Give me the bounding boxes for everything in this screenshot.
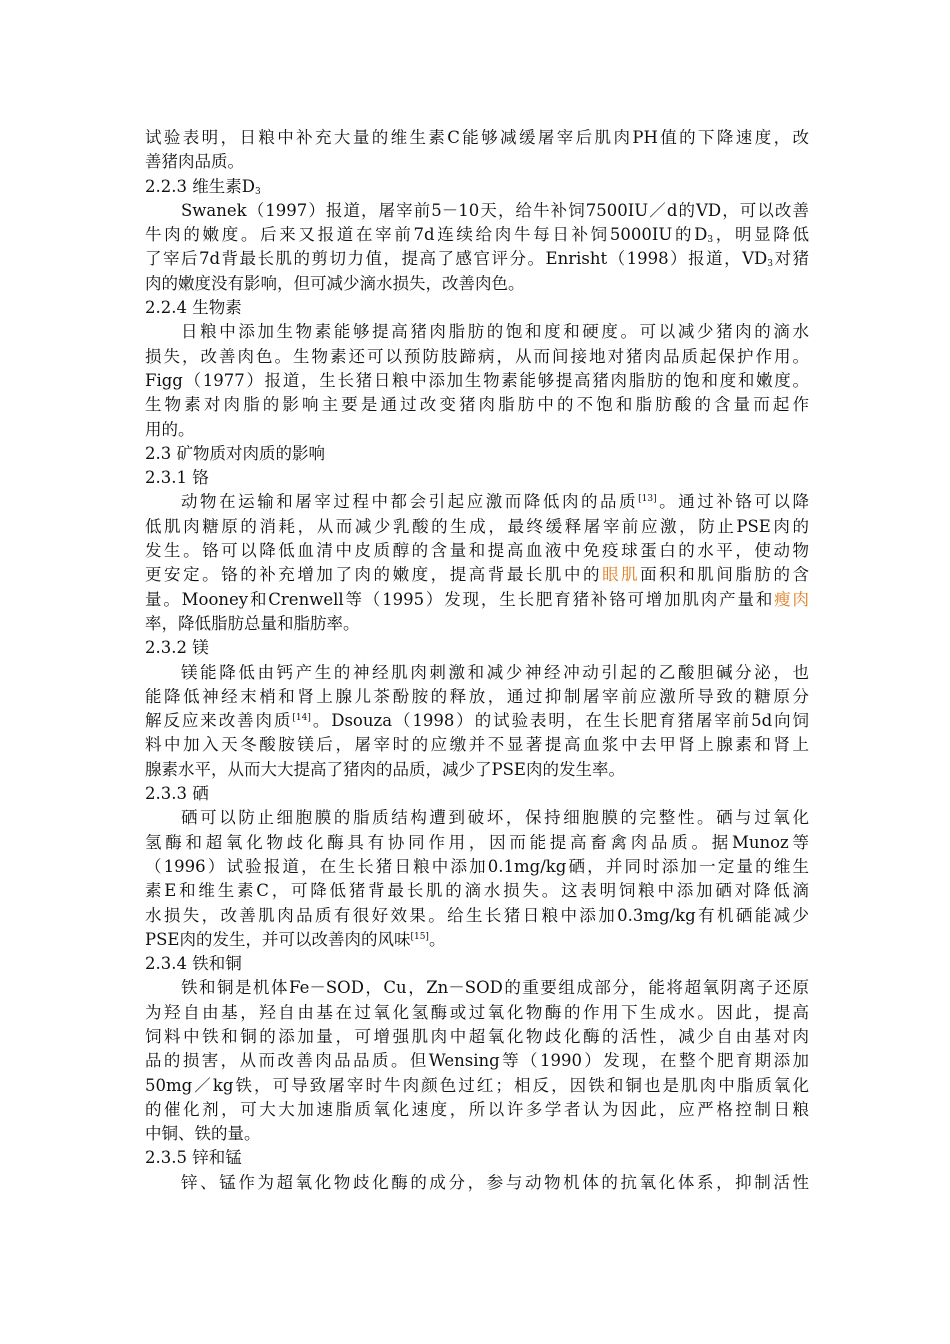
paragraph-line: 牛肉的嫩度。后来又报道在宰前7d连续给肉牛每日补饲5000IU的$D_3$，明显降低 — [145, 225, 809, 246]
paragraph-line: Figg（1977）报道，生长猪日粮中添加生物素能够提高猪肉脂肪的饱和度和嫩度。 — [145, 370, 809, 390]
highlighted-keyword-link[interactable]: 眼肌 — [602, 565, 641, 585]
paragraph-line: 更安定。铬的补充增加了肉的嫩度，提高背最长肌中的眼肌面积和肌间脂肪的含 — [145, 565, 810, 585]
section-heading-2-2-3: 2.2.3 维生素$D_3$ — [145, 176, 261, 197]
paragraph-line: 素E和维生素C，可降低猪背最长肌的滴水损失。这表明饲粮中添加硒对降低滴 — [145, 881, 809, 901]
section-heading-2-2-4: 2.2.4 生物素 — [145, 298, 242, 318]
paragraph-line: 了宰后7d背最长肌的剪切力值，提高了感官评分。Enrisht（1998）报道，$VD_3$对猪 — [145, 249, 809, 270]
paragraph-line: 镁能降低由钙产生的神经肌肉刺激和减少神经冲动引起的乙酸胆碱分泌，也 — [181, 662, 809, 682]
paragraph-line: 发生。铬可以降低血清中皮质醇的含量和提高血液中免疫球蛋白的水平，使动物 — [145, 541, 809, 561]
highlighted-keyword-link[interactable]: 瘦肉 — [774, 589, 809, 609]
paragraph-line: 腺素水平，从而大大提高了猪肉的品质，减少了PSE肉的发生率。 — [145, 759, 625, 779]
paragraph-line: 品的损害，从而改善肉品品质。但Wensing等（1990）发现，在整个肥育期添加 — [145, 1051, 809, 1071]
section-heading-2-3: 2.3 矿物质对肉质的影响 — [145, 443, 325, 463]
paragraph-line: 试验表明，日粮中补充大量的维生素C能够减缓屠宰后肌肉PH值的下降速度，改 — [145, 128, 809, 147]
paragraph-line: 氢酶和超氧化物歧化酶具有协同作用，因而能提高畜禽肉品质。据Munoz等 — [145, 832, 809, 852]
citation-ref: [13] — [638, 494, 657, 505]
paragraph-line: 料中加入天冬酸胺镁后，屠宰时的应缴并不显著提高血浆中去甲肾上腺素和肾上 — [145, 735, 809, 755]
paragraph-line: 量。Mooney和Crenwell等（1995）发现，生长肥育猪补铬可增加肌肉产量和瘦肉 — [145, 589, 809, 609]
paragraph-line: 率，降低脂肪总量和脂肪率。 — [145, 613, 360, 633]
paragraph-line: 硒可以防止细胞膜的脂质结构遭到破坏，保持细胞膜的完整性。硒与过氧化 — [181, 808, 809, 828]
paragraph-line: 为羟自由基，羟自由基在过氧化氢酶或过氧化物酶的作用下生成水。因此，提高 — [145, 1002, 809, 1022]
paragraph-line: 水损失，改善肌肉品质有很好效果。给生长猪日粮中添加0.3mg/kg有机硒能减少 — [145, 905, 809, 925]
paragraph-line: 50mg／kg铁，可导致屠宰时牛肉颜色过红；相反，因铁和铜也是肌肉中脂质氧化 — [145, 1075, 809, 1095]
paragraph-line: （1996）试验报道，在生长猪日粮中添加0.1mg/kg硒，并同时添加一定量的维生 — [145, 856, 809, 876]
paragraph-line: 生物素对肉脂的影响主要是通过改变猪肉脂肪中的不饱和脂肪酸的含量而起作 — [145, 395, 809, 415]
paragraph-line: 的催化剂，可大大加速脂质氧化速度，所以许多学者认为因此，应严格控制日粮 — [145, 1099, 809, 1119]
paragraph-line: 低肌肉糖原的消耗，从而减少乳酸的生成，最终缓释屠宰前应激，防止PSE肉的 — [145, 516, 809, 536]
paragraph-line: 损失，改善肉色。生物素还可以预防肢蹄病，从而间接地对猪肉品质起保护作用。 — [145, 346, 809, 366]
paragraph-line: 中铜、铁的量。 — [145, 1124, 261, 1144]
paragraph-line: 善猪肉品质。 — [145, 152, 244, 172]
paragraph-line: 解反应来改善肉质[14]。Dsouza（1998）的试验表明，在生长肥育猪屠宰前5d向饲 — [145, 711, 810, 731]
paragraph-line: 能降低神经末梢和肾上腺儿茶酚胺的释放，通过抑制屠宰前应激所导致的糖原分 — [145, 686, 809, 706]
paragraph-line: 日粮中添加生物素能够提高猪肉脂肪的饱和度和硬度。可以减少猪肉的滴水 — [181, 322, 809, 342]
paragraph-line: 肉的嫩度没有影响，但可减少滴水损失，改善肉色。 — [145, 273, 525, 293]
document-page — [145, 126, 809, 1195]
section-heading-2-3-4: 2.3.4 铁和铜 — [145, 954, 242, 974]
paragraph-line: PSE肉的发生，并可以改善肉的风味[15]。 — [145, 929, 446, 949]
paragraph-line: 饲料中铁和铜的添加量，可增强肌肉中超氧化物歧化酶的活性，减少自由基对肉 — [145, 1026, 809, 1046]
section-heading-2-3-1: 2.3.1 铬 — [145, 468, 209, 488]
paragraph-line: Swanek（1997）报道，屠宰前5－10天，给牛补饲7500IU／d的VD，可以改善 — [181, 200, 809, 220]
paragraph-line: 用的。 — [145, 419, 195, 439]
citation-ref: [14] — [292, 713, 311, 724]
citation-ref: [15] — [410, 931, 429, 942]
section-heading-2-3-2: 2.3.2 镁 — [145, 638, 209, 658]
paragraph-line: 动物在运输和屠宰过程中都会引起应激而降低肉的品质[13]。通过补铬可以降 — [181, 492, 810, 512]
paragraph-line: 铁和铜是机体Fe－SOD，Cu，Zn－SOD的重要组成部分，能将超氧阴离子还原 — [181, 978, 809, 998]
section-heading-2-3-5: 2.3.5 锌和锰 — [145, 1148, 242, 1168]
paragraph-line: 锌、锰作为超氧化物歧化酶的成分，参与动物机体的抗氧化体系，抑制活性 — [181, 1172, 809, 1192]
section-heading-2-3-3: 2.3.3 硒 — [145, 784, 209, 804]
